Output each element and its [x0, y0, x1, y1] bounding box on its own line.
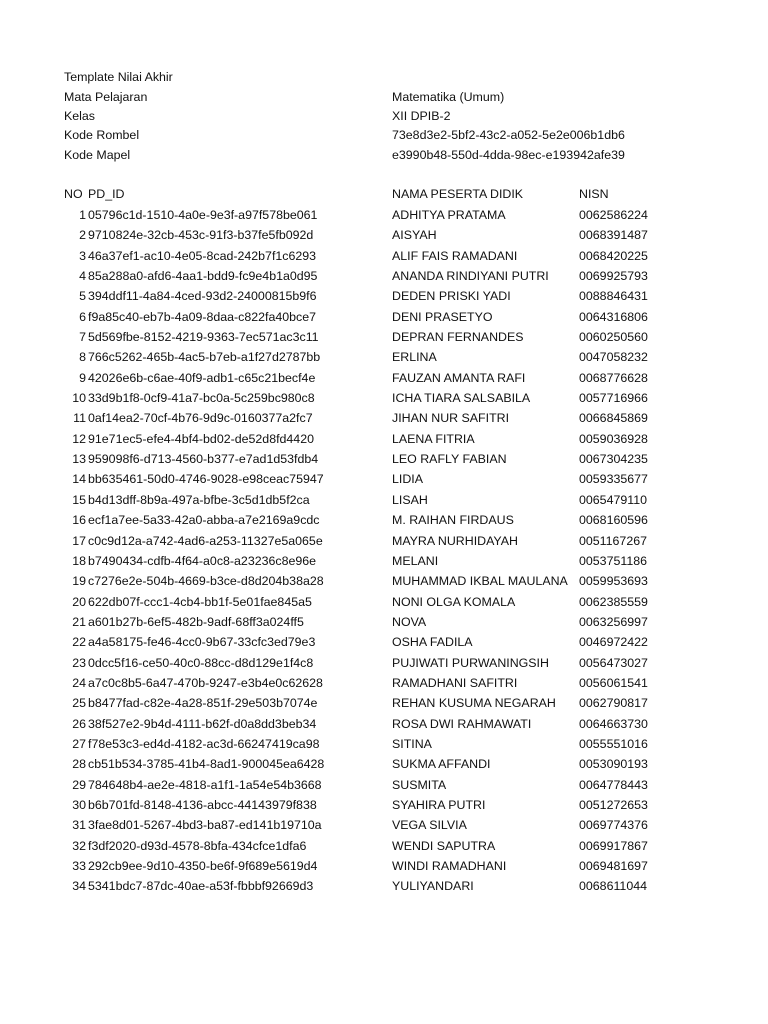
row-number: 9	[79, 370, 86, 385]
table-row	[64, 534, 704, 554]
meta-row-kode-rombel	[64, 128, 704, 148]
row-pd-id: 33d9b1f8-0cf9-41a7-bc0a-5c259bc980c8	[88, 391, 315, 406]
row-nisn: 0056061541	[579, 675, 648, 690]
table-row	[64, 289, 704, 309]
row-number: 23	[72, 655, 86, 670]
row-number: 8	[79, 350, 86, 365]
row-nama: NONI OLGA KOMALA	[392, 594, 516, 609]
row-number: 7	[79, 330, 86, 345]
row-nisn: 0066845869	[579, 411, 648, 426]
row-nisn: 0059953693	[579, 574, 648, 589]
row-nama: ADHITYA PRATAMA	[392, 208, 506, 222]
row-number: 17	[72, 533, 86, 548]
row-nisn: 0051167267	[579, 533, 647, 548]
row-nama: M. RAIHAN FIRDAUS	[392, 513, 514, 528]
row-number: 3	[79, 248, 86, 263]
row-nisn: 0067304235	[579, 452, 648, 467]
row-nama: MUHAMMAD IKBAL MAULANA	[392, 574, 568, 589]
row-number: 13	[72, 452, 86, 467]
row-nama: SITINA	[392, 736, 432, 751]
row-number: 31	[72, 818, 86, 833]
row-nama: ROSA DWI RAHMAWATI	[392, 716, 532, 731]
row-number: 25	[72, 696, 86, 711]
row-pd-id: 9710824e-32cb-453c-91f3-b37fe5fb092d	[88, 228, 314, 243]
table-row	[64, 595, 704, 615]
row-nisn: 0069774376	[579, 818, 648, 833]
row-nama: YULIYANDARI	[392, 879, 474, 894]
row-nisn: 0069925793	[579, 269, 648, 284]
table-row	[64, 737, 704, 757]
table-row	[64, 615, 704, 635]
row-number: 33	[72, 859, 86, 873]
row-number: 2	[79, 228, 86, 243]
meta-row-kelas	[64, 109, 704, 129]
row-nama: WINDI RAMADHANI	[392, 859, 507, 873]
row-nama: ANANDA RINDIYANI PUTRI	[392, 269, 549, 284]
row-nisn: 0059335677	[579, 472, 648, 487]
table-row	[64, 513, 704, 533]
table-row	[64, 818, 704, 838]
header-nisn: NISN	[579, 187, 609, 201]
table-row	[64, 635, 704, 655]
row-number: 14	[72, 472, 86, 487]
meta-label: Kelas	[64, 109, 95, 123]
row-number: 28	[72, 757, 86, 772]
row-nama: AISYAH	[392, 228, 437, 243]
row-nisn: 0065479110	[579, 492, 647, 507]
table-row	[64, 717, 704, 737]
row-nama: ALIF FAIS RAMADANI	[392, 248, 518, 263]
table-row	[64, 350, 704, 370]
header-no: NO	[64, 187, 83, 201]
row-pd-id: 42026e6b-c6ae-40f9-adb1-c65c21becf4e	[88, 370, 316, 385]
row-pd-id: c0c9d12a-a742-4ad6-a253-11327e5a065e	[88, 533, 323, 548]
row-pd-id: 46a37ef1-ac10-4e05-8cad-242b7f1c6293	[88, 248, 317, 263]
row-pd-id: 959098f6-d713-4560-b377-e7ad1d53fdb4	[88, 452, 319, 467]
row-pd-id: f78e53c3-ed4d-4182-ac3d-66247419ca98	[88, 736, 320, 751]
row-pd-id: 85a288a0-afd6-4aa1-bdd9-fc9e4b1a0d95	[88, 269, 318, 284]
row-nama: MAYRA NURHIDAYAH	[392, 533, 518, 548]
meta-label: Kode Mapel	[64, 148, 131, 162]
table-row	[64, 249, 704, 269]
row-nisn: 0057716966	[579, 391, 648, 406]
table-row	[64, 472, 704, 492]
table-row	[64, 554, 704, 574]
row-nisn: 0046972422	[579, 635, 648, 650]
row-nisn: 0068160596	[579, 513, 648, 528]
row-number: 21	[72, 614, 86, 629]
row-nisn: 0056473027	[579, 655, 648, 670]
table-row	[64, 839, 704, 859]
row-number: 15	[72, 492, 86, 507]
row-nama: LISAH	[392, 492, 428, 507]
table-row	[64, 432, 704, 452]
row-nisn: 0063256997	[579, 614, 648, 629]
table-row	[64, 452, 704, 472]
row-nama: FAUZAN AMANTA RAFI	[392, 370, 526, 385]
row-pd-id: a7c0c8b5-6a47-470b-9247-e3b4e0c62628	[88, 675, 323, 690]
row-nisn: 0069481697	[579, 859, 648, 873]
row-nama: SUKMA AFFANDI	[392, 757, 491, 772]
row-nama: OSHA FADILA	[392, 635, 473, 650]
row-pd-id: a4a58175-fe46-4cc0-9b67-33cfc3ed79e3	[88, 635, 316, 650]
row-nama: LAENA FITRIA	[392, 431, 475, 446]
row-nisn: 0053751186	[579, 553, 647, 568]
row-pd-id: 5d569fbe-8152-4219-9363-7ec571ac3c11	[88, 330, 319, 345]
meta-row-kode-mapel	[64, 148, 704, 168]
document-title: Template Nilai Akhir	[64, 70, 173, 84]
meta-label: Mata Pelajaran	[64, 90, 148, 104]
row-pd-id: 0dcc5f16-ce50-40c0-88cc-d8d129e1f4c8	[88, 655, 314, 670]
row-pd-id: 05796c1d-1510-4a0e-9e3f-a97f578be061	[88, 208, 318, 222]
row-number: 19	[72, 574, 86, 589]
meta-value: Matematika (Umum)	[392, 90, 505, 104]
table-row	[64, 798, 704, 818]
row-nama: REHAN KUSUMA NEGARAH	[392, 696, 556, 711]
table-row	[64, 656, 704, 676]
row-number: 1	[79, 208, 86, 222]
meta-value: XII DPIB-2	[392, 109, 451, 123]
row-nisn: 0069917867	[579, 838, 648, 853]
header-pd-id: PD_ID	[88, 187, 125, 201]
row-pd-id: cb51b534-3785-41b4-8ad1-900045ea6428	[88, 757, 325, 772]
row-pd-id: 784648b4-ae2e-4818-a1f1-1a54e54b3668	[88, 777, 322, 792]
row-pd-id: b8477fad-c82e-4a28-851f-29e503b7074e	[88, 696, 318, 711]
table-row	[64, 411, 704, 431]
row-nisn: 0064316806	[579, 309, 648, 324]
row-nama: NOVA	[392, 614, 427, 629]
row-pd-id: b7490434-cdfb-4f64-a0c8-a23236c8e96e	[88, 553, 317, 568]
row-nisn: 0060250560	[579, 330, 648, 345]
row-pd-id: a601b27b-6ef5-482b-9adf-68ff3a024ff5	[88, 614, 304, 629]
row-nisn: 0068391487	[579, 228, 648, 243]
row-nisn: 0068611044	[579, 879, 647, 894]
table-row	[64, 676, 704, 696]
row-pd-id: bb635461-50d0-4746-9028-e98ceac75947	[88, 472, 324, 487]
row-nisn: 0053090193	[579, 757, 648, 772]
table-row	[64, 269, 704, 289]
meta-row-mata-pelajaran	[64, 90, 704, 110]
table-header	[64, 187, 704, 207]
row-number: 29	[72, 777, 86, 792]
row-nama: MELANI	[392, 553, 439, 568]
row-number: 30	[72, 797, 86, 812]
table-row	[64, 778, 704, 798]
row-nama: LIDIA	[392, 472, 423, 487]
meta-value: e3990b48-550d-4dda-98ec-e193942afe39	[392, 148, 625, 162]
row-pd-id: f9a85c40-eb7b-4a09-8daa-c822fa40bce7	[88, 309, 317, 324]
meta-value: 73e8d3e2-5bf2-43c2-a052-5e2e006b1db6	[392, 128, 625, 142]
row-pd-id: ecf1a7ee-5a33-42a0-abba-a7e2169a9cdc	[88, 513, 320, 528]
row-number: 12	[72, 431, 86, 446]
row-number: 27	[72, 736, 86, 751]
row-nisn: 0055551016	[579, 736, 648, 751]
table-row	[64, 208, 704, 228]
row-nama: SUSMITA	[392, 777, 447, 792]
row-nama: JIHAN NUR SAFITRI	[392, 411, 510, 426]
table-row	[64, 696, 704, 716]
table-row	[64, 879, 704, 899]
row-number: 20	[72, 594, 86, 609]
row-pd-id: 622db07f-ccc1-4cb4-bb1f-5e01fae845a5	[88, 594, 312, 609]
meta-label: Kode Rombel	[64, 128, 140, 142]
row-nama: ICHA TIARA SALSABILA	[392, 391, 531, 406]
row-nisn: 0064778443	[579, 777, 648, 792]
table-row	[64, 310, 704, 330]
row-nisn: 0047058232	[579, 350, 648, 365]
row-nisn: 0088846431	[579, 289, 648, 304]
row-number: 16	[72, 513, 86, 528]
row-pd-id: 292cb9ee-9d10-4350-be6f-9f689e5619d4	[88, 859, 318, 873]
row-nama: VEGA SILVIA	[392, 818, 467, 833]
table-row	[64, 391, 704, 411]
header-nama: NAMA PESERTA DIDIK	[392, 187, 524, 201]
row-pd-id: c7276e2e-504b-4669-b3ce-d8d204b38a28	[88, 574, 324, 589]
row-pd-id: 5341bdc7-87dc-40ae-a53f-fbbbf92669d3	[88, 879, 314, 894]
table-row	[64, 493, 704, 513]
row-number: 11	[73, 411, 86, 426]
row-number: 22	[72, 635, 86, 650]
row-number: 18	[72, 553, 86, 568]
row-nisn: 0062790817	[579, 696, 648, 711]
row-nisn: 0064663730	[579, 716, 648, 731]
row-pd-id: 3fae8d01-5267-4bd3-ba87-ed141b19710a	[88, 818, 322, 833]
row-pd-id: 0af14ea2-70cf-4b76-9d9c-0160377a2fc7	[88, 411, 313, 426]
row-pd-id: 394ddf11-4a84-4ced-93d2-24000815b9f6	[88, 289, 317, 304]
row-pd-id: 91e71ec5-efe4-4bf4-bd02-de52d8fd4420	[88, 431, 314, 446]
table-row	[64, 371, 704, 391]
table-row	[64, 859, 704, 879]
row-number: 34	[72, 879, 86, 894]
row-nisn: 0062586224	[579, 208, 648, 222]
table-row	[64, 228, 704, 248]
row-pd-id: f3df2020-d93d-4578-8bfa-434cfce1dfa6	[88, 838, 307, 853]
row-nama: DEPRAN FERNANDES	[392, 330, 524, 345]
row-pd-id: b4d13dff-8b9a-497a-bfbe-3c5d1db5f2ca	[88, 492, 310, 507]
row-number: 26	[72, 716, 86, 731]
table-row	[64, 757, 704, 777]
row-nama: ERLINA	[392, 350, 437, 365]
row-nisn: 0062385559	[579, 594, 648, 609]
row-nama: RAMADHANI SAFITRI	[392, 675, 518, 690]
row-number: 24	[72, 675, 86, 690]
row-nisn: 0051272653	[579, 797, 648, 812]
row-nisn: 0068776628	[579, 370, 648, 385]
row-nisn: 0059036928	[579, 431, 648, 446]
row-number: 10	[72, 391, 86, 406]
row-nama: DENI PRASETYO	[392, 309, 493, 324]
row-number: 4	[79, 269, 86, 284]
table-row	[64, 574, 704, 594]
row-number: 6	[79, 309, 86, 324]
row-nama: WENDI SAPUTRA	[392, 838, 496, 853]
row-number: 5	[79, 289, 86, 304]
row-nama: DEDEN PRISKI YADI	[392, 289, 511, 304]
row-pd-id: 766c5262-465b-4ac5-b7eb-a1f27d2787bb	[88, 350, 321, 365]
row-pd-id: 38f527e2-9b4d-4111-b62f-d0a8dd3beb34	[88, 716, 317, 731]
row-nama: SYAHIRA PUTRI	[392, 797, 486, 812]
table-body	[64, 208, 704, 900]
row-number: 32	[72, 838, 86, 853]
row-nisn: 0068420225	[579, 248, 648, 263]
row-nama: PUJIWATI PURWANINGSIH	[392, 655, 549, 670]
table-row	[64, 330, 704, 350]
row-pd-id: b6b701fd-8148-4136-abcc-44143979f838	[88, 797, 317, 812]
row-nama: LEO RAFLY FABIAN	[392, 452, 507, 467]
